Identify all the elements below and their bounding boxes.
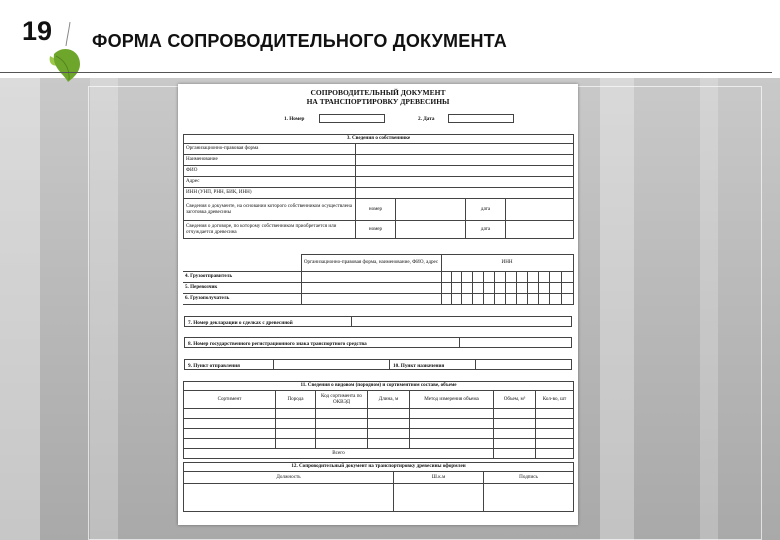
party-value[interactable]: [301, 294, 441, 305]
volume-total-value[interactable]: [494, 449, 536, 459]
volume-total-count[interactable]: [536, 449, 574, 459]
parties-table: [183, 254, 574, 305]
doc-basis-date-label: дата: [466, 199, 506, 221]
volume-total-row: [184, 449, 574, 459]
declaration-number-field[interactable]: [184, 316, 572, 327]
header-divider: [0, 72, 772, 73]
volume-row[interactable]: [184, 419, 574, 429]
declaration-number-label: 7. Номер декларации о сделках с древесиной: [188, 319, 293, 326]
party-label: 5. Перевозчик: [183, 283, 301, 294]
issued-table: [183, 462, 574, 512]
volume-row[interactable]: [184, 439, 574, 449]
slide-number: 19: [22, 16, 53, 46]
slide-header: [0, 0, 780, 78]
doc-basis-date-field[interactable]: [506, 199, 574, 221]
issued-col-header: Должность: [184, 472, 394, 484]
destination-point-label: 10. Пункт назначения: [393, 362, 445, 369]
owner-header: 3. Сведения о собственнике: [184, 135, 574, 144]
volume-total-label: Всего: [184, 449, 494, 459]
volume-col-header: Кол-во, шт: [536, 391, 574, 409]
contract-number-field[interactable]: [396, 221, 466, 239]
date-field[interactable]: [448, 114, 514, 123]
volume-header: 11. Сведения о видовом (породном) и сортиментном составе, объеме: [184, 382, 574, 391]
volume-col-header: Порода: [276, 391, 316, 409]
route-field[interactable]: [184, 359, 572, 370]
doc-title-line1: СОПРОВОДИТЕЛЬНЫЙ ДОКУМЕНТ: [310, 88, 446, 97]
party-label: 6. Грузополучатель: [183, 294, 301, 305]
document-form: [178, 84, 578, 525]
doc-basis-label: Сведения о документе, на основании которого собственником осуществлена заготовка древесины: [184, 199, 356, 221]
background-birch-trunk: [0, 78, 40, 540]
issued-header: 12. Сопроводительный документ на транспортировку древесины оформлен: [184, 463, 574, 472]
party-value[interactable]: [301, 272, 441, 283]
contract-date-label: дата: [466, 221, 506, 239]
issued-col-header: Ш.к.м: [394, 472, 484, 484]
owner-row-value[interactable]: [356, 155, 574, 166]
vehicle-plate-label: 8. Номер государственного регистрационного знака транспортного средства: [188, 340, 367, 347]
volume-col-header: Длина, м: [368, 391, 410, 409]
contract-label: Сведения о договоре, по которому собственником приобретается или отчуждается древесина: [184, 221, 356, 239]
owner-row-label: Организационно-правовая форма: [184, 144, 356, 155]
owner-row-value[interactable]: [356, 144, 574, 155]
contract-number-label: номер: [356, 221, 396, 239]
contract-date-field[interactable]: [506, 221, 574, 239]
owner-row-value[interactable]: [356, 166, 574, 177]
slide-title: ФОРМА СОПРОВОДИТЕЛЬНОГО ДОКУМЕНТА: [92, 31, 507, 51]
volume-col-header: Код сортимента по ОКВЭД: [316, 391, 368, 409]
parties-header-inn: ИНН: [441, 255, 573, 272]
vehicle-plate-field[interactable]: [184, 337, 572, 348]
owner-row-label: Наименование: [184, 155, 356, 166]
owner-table: [183, 134, 574, 239]
parties-blank-cell: [183, 255, 301, 272]
party-value[interactable]: [301, 283, 441, 294]
owner-row-value[interactable]: [356, 188, 574, 199]
owner-row-label: Адрес: [184, 177, 356, 188]
owner-row-label: ИНН (УНП, РНН, БИК, ИНН): [184, 188, 356, 199]
number-field[interactable]: [319, 114, 385, 123]
party-label: 4. Грузоотправитель: [183, 272, 301, 283]
volume-row[interactable]: [184, 429, 574, 439]
volume-row[interactable]: [184, 409, 574, 419]
volume-col-header: Объем, м³: [494, 391, 536, 409]
doc-title-line2: НА ТРАНСПОРТИРОВКУ ДРЕВЕСИНЫ: [306, 97, 450, 106]
owner-row-value[interactable]: [356, 177, 574, 188]
doc-basis-number-field[interactable]: [396, 199, 466, 221]
departure-point-label: 9. Пункт отправления: [188, 362, 240, 369]
doc-basis-number-label: номер: [356, 199, 396, 221]
owner-row-label: ФИО: [184, 166, 356, 177]
volume-table: [183, 381, 574, 459]
number-label: 1. Номер: [284, 116, 305, 122]
date-label: 2. Дата: [418, 116, 435, 122]
parties-header-main: Организационно-правовая форма, наименование, ФИО, адрес: [301, 255, 441, 272]
issued-col-header: Подпись: [484, 472, 574, 484]
volume-col-header: Сортимент: [184, 391, 276, 409]
volume-col-header: Метод измерения объема: [410, 391, 494, 409]
issued-row[interactable]: [184, 484, 574, 512]
